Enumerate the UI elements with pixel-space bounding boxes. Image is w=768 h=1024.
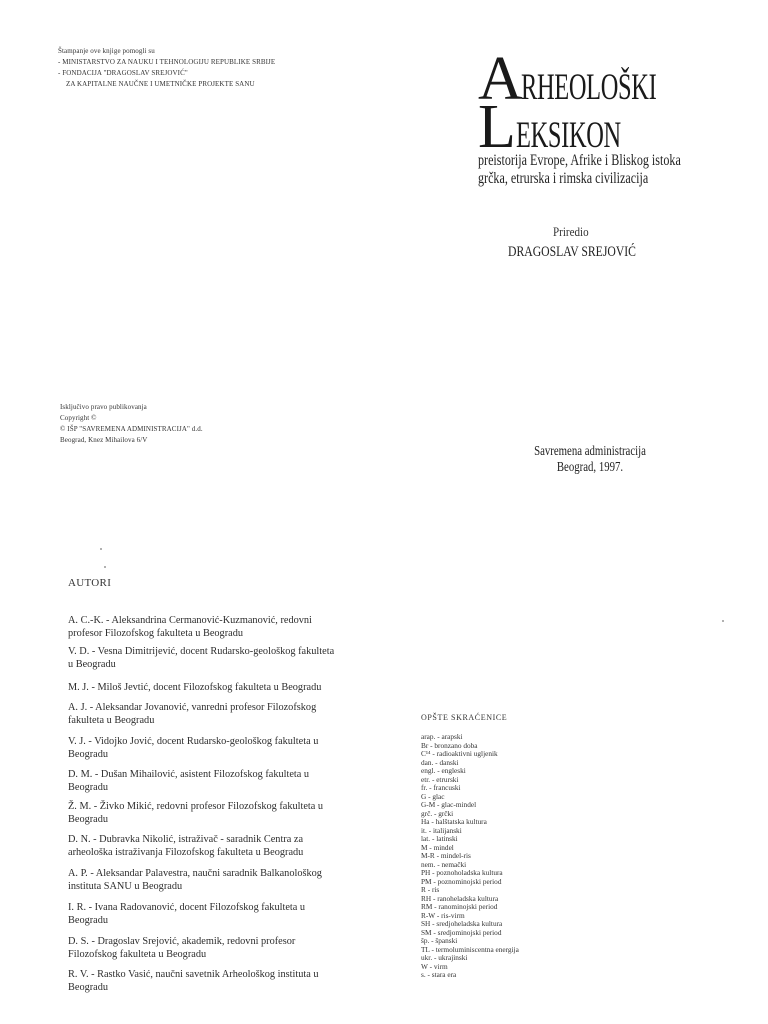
abbreviation-item: ukr. - ukrajinski (421, 953, 468, 962)
publisher-place-year: Beograd, 1997. (556, 459, 624, 474)
author-line: profesor Filozofskog fakulteta u Beogradu (68, 628, 244, 639)
author-line: A. P. - Aleksandar Palavestra, naučni saradnik Balkanološkog (68, 868, 322, 879)
abbreviation-item: TL - termoluminiscentna energija (421, 944, 519, 954)
scan-speck (104, 566, 106, 568)
abbreviation-item: fr. - francuski (421, 783, 461, 792)
author-line: Beogradu (68, 814, 109, 825)
author-entry (68, 681, 368, 694)
abbreviation-item: nem. - nemački (421, 859, 467, 869)
author-line: Beogradu (68, 915, 109, 926)
rights-note (60, 402, 290, 446)
abbreviation-item: G-M - glac-mindel (421, 800, 477, 809)
abbreviation-item: arap. - arapski (421, 732, 463, 741)
abbreviations-list (421, 733, 601, 980)
title-initial-l: L (478, 93, 516, 161)
book-subtitle (478, 152, 681, 188)
author-line: fakulteta u Beogradu (68, 715, 155, 726)
abbreviation-item: s. - stara era (421, 970, 457, 979)
rights-line: Copyright © (60, 414, 97, 422)
abbreviation-item: M-R - mindel-ris (421, 851, 471, 860)
publisher (534, 443, 646, 475)
author-line: Beogradu (68, 749, 109, 760)
author-entry (68, 645, 368, 671)
author-line: D. S. - Dragoslav Srejović, akademik, redovni profesor (68, 936, 296, 947)
author-line: Ž. M. - Živko Mikić, redovni profesor Filozofskog fakulteta u (68, 801, 324, 812)
rights-line: Beograd, Knez Mihailova 6/V (60, 436, 148, 444)
authors-heading: AUTORI (68, 577, 112, 589)
abbreviation-item: G - glac (421, 791, 445, 801)
sponsor-note (58, 46, 318, 90)
author-entry (68, 935, 368, 961)
sponsor-heading: Štampanje ove knjige pomogli su (58, 47, 155, 55)
author-line: Filozofskog fakulteta u Beogradu (68, 949, 207, 960)
author-entry (68, 614, 368, 640)
abbreviation-item: W - virm (421, 961, 448, 971)
abbreviation-item: Br - bronzano doba (421, 740, 478, 750)
author-entry (68, 901, 368, 927)
author-entry (68, 968, 368, 994)
author-entry (68, 735, 368, 761)
abbreviation-item: PM - poznominojski period (421, 876, 502, 886)
abbreviation-item: it. - italijanski (421, 825, 462, 835)
author-line: I. R. - Ivana Radovanović, docent Filozofskog fakulteta u (68, 902, 306, 913)
scan-speck (100, 548, 102, 550)
author-line: D. N. - Dubravka Nikolić, istraživač - saradnik Centra za (68, 834, 304, 845)
abbreviation-item: PH - poznoholadska kultura (421, 868, 503, 877)
sponsor-line: ZA KAPITALNE NAUČNE I UMETNIČKE PROJEKTE SANU (66, 80, 255, 88)
abbreviations-heading: OPŠTE SKRAĆENICE (421, 713, 508, 722)
subtitle-line-2: grčka, etrurska i rimska civilizacija (478, 170, 649, 187)
author-line: V. J. - Vidojko Jović, docent Rudarsko-geološkog fakulteta u (68, 736, 319, 747)
scan-speck (722, 620, 724, 622)
author-entry (68, 833, 368, 859)
abbreviation-item: lat. - latinski (421, 834, 458, 843)
sponsor-line: - FONDACIJA "DRAGOSLAV SREJOVIĆ" (58, 69, 188, 77)
rights-line: Isključivo pravo publikovanja (60, 403, 147, 411)
author-line: arheološka istraživanja Filozofskog fakulteta u Beogradu (68, 847, 304, 858)
abbreviation-item: SM - sredjominojski period (421, 927, 502, 937)
sponsor-line: - MINISTARSTVO ZA NAUKU I TEHNOLOGIJU REPUBLIKE SRBIJE (58, 58, 276, 66)
rights-line: © IŠP "SAVREMENA ADMINISTRACIJA" d.d. (60, 425, 203, 433)
title-word-arheoloski: RHEOLOŠKI (520, 67, 657, 108)
abbreviation-item: šp. - španski (421, 936, 458, 945)
abbreviation-item: C¹⁴ - radioaktivni ugljenik (421, 749, 498, 758)
publisher-name: Savremena administracija (534, 443, 646, 458)
abbreviation-item: RM - ranominojski period (421, 902, 498, 911)
author-line: u Beogradu (68, 659, 116, 670)
editor-label: Priredio (553, 224, 589, 239)
author-line: Beogradu (68, 782, 109, 793)
author-entry (68, 701, 368, 727)
author-line: V. D. - Vesna Dimitrijević, docent Rudarsko-geološkog fakulteta (68, 646, 335, 657)
abbreviation-item: grč. - grčki (421, 808, 454, 818)
abbreviation-item: etr. - etrurski (421, 774, 459, 784)
author-line: M. J. - Miloš Jevtić, docent Filozofskog fakulteta u Beogradu (68, 682, 322, 693)
abbreviation-item: Ha - halštatska kultura (421, 817, 487, 826)
abbreviation-item: R - ris (421, 885, 440, 894)
author-line: D. M. - Dušan Mihailović, asistent Filozofskog fakulteta u (68, 769, 310, 780)
editor-name: DRAGOSLAV SREJOVIĆ (508, 244, 636, 260)
title-initial-a: A (478, 45, 523, 113)
abbreviation-item: SH - sredjoheladska kultura (421, 919, 503, 928)
author-line: A. J. - Aleksandar Jovanović, vanredni profesor Filozofskog (68, 702, 317, 713)
author-entry (68, 800, 368, 826)
abbreviation-item: RH - ranoheladska kultura (421, 893, 499, 903)
title-word-leksikon: EKSIKON (515, 115, 621, 156)
subtitle-line-1: preistorija Evrope, Afrike i Bliskog istoka (478, 152, 681, 169)
abbreviation-item: engl. - engleski (421, 766, 466, 775)
abbreviation-item: R-W - ris-virm (421, 910, 465, 920)
author-entry (68, 768, 368, 794)
abbreviation-item: dan. - danski (421, 757, 459, 767)
author-line: Beogradu (68, 982, 109, 993)
abbreviation-item: M - mindel (421, 842, 454, 852)
author-entry (68, 867, 368, 893)
author-line: A. C.-K. - Aleksandrina Cermanović-Kuzmanović, redovni (68, 615, 312, 626)
author-line: R. V. - Rastko Vasić, naučni savetnik Arheološkog instituta u (68, 969, 319, 980)
author-line: instituta SANU u Beogradu (68, 881, 183, 892)
